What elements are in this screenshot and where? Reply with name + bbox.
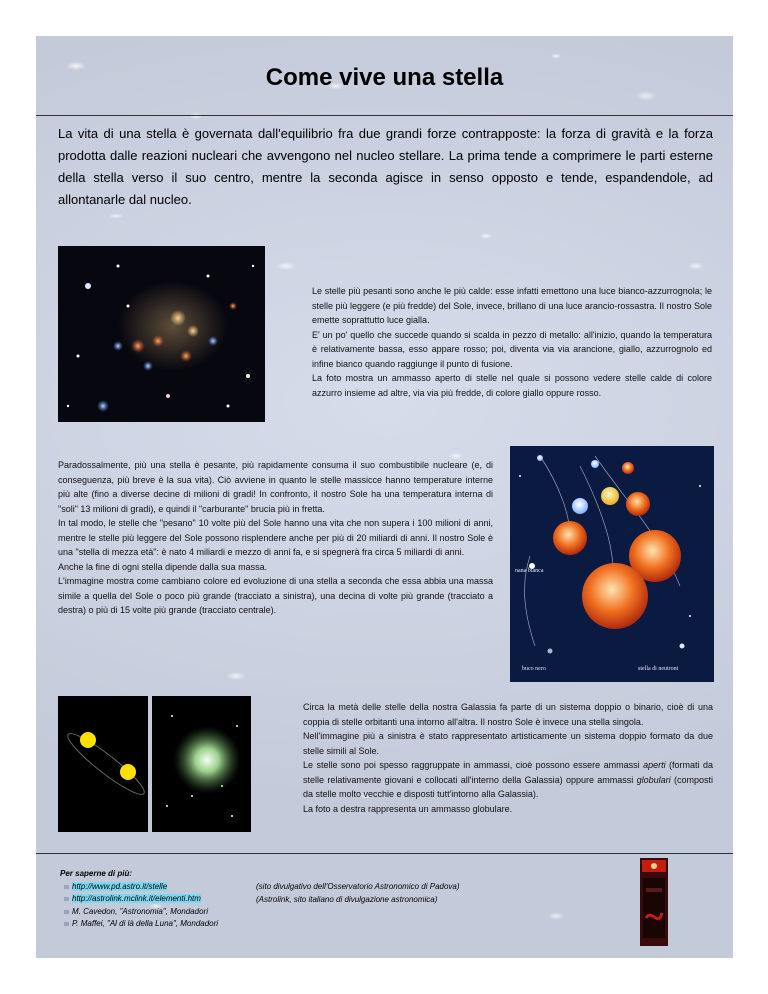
section-stellar-lifetime xyxy=(58,458,493,618)
link-pd-astro[interactable]: http://www.pd.astro.it/stelle xyxy=(60,881,218,894)
evolution-illustration xyxy=(510,446,714,682)
text-run: Le stelle sono poi spesso raggruppate in ammassi, cioè possono essere ammassi xyxy=(303,760,644,770)
paragraph: Paradossalmente, più una stella è pesante, più rapidamente consuma il suo combustibile nucleare (e, di conseguenza, più breve è la sua vita). Ciò avviene in quanto le stelle massicce hanno temperature interne più alte (fino a diverse decine di milioni di gradi! In confronto, il nostro Sole ha una temperatura interna di "soli" 13 milioni di gradi), e quindi il "carburante" brucia più in fretta. xyxy=(58,460,493,514)
globular-cluster-photo xyxy=(152,696,251,832)
open-cluster-image xyxy=(58,246,265,422)
book-cover-image xyxy=(640,858,668,946)
reference-cavedon: M. Cavedon, "Astronomia", Mondadori xyxy=(60,906,218,919)
link-notes xyxy=(256,881,460,906)
section-stars-color xyxy=(312,284,712,400)
paragraph: Circa la metà delle stelle della nostra Galassia fa parte di un sistema doppio o binario, cioè di una coppia di stelle orbitanti una intorno all'altra. Il nostro Sole è invece una stella singola. xyxy=(303,702,713,727)
paragraph: E' un po' quello che succede quando si scalda in pezzo di metallo: all'inizio, quando la temperatura è relativamente bassa, esso appare rosso; poi, diventa via via arancione, giallo, azzurrognolo ed infine bianco quando raggiunge il punto di fusione. xyxy=(312,329,712,369)
text-run: (formati da stelle relativamente giovani e collocati all'interno della Galassia) oppure ammassi xyxy=(303,760,714,785)
label-neutron-star: stella di neutroni xyxy=(638,666,679,672)
paragraph: In tal modo, le stelle che "pesano" 10 volte più del Sole hanno una vita che non supera i 100 milioni di anni, mentre le stelle più leggere del Sole possono risplendere anche per più di 20 miliardi di anni. Il nostro Sole è una "stella di mezza età": è nato 4 miliardi e mezzo di anni fa, e si spegnerà fra circa 5 miliardi di anni. xyxy=(58,518,493,557)
further-reading-heading: Per saperne di più: xyxy=(60,869,133,878)
footer-divider xyxy=(36,853,733,854)
text-run: (composti da stelle molto vecchie e disposti tutt'intorno alla Galassia). xyxy=(303,774,713,799)
binary-illustration xyxy=(58,696,148,832)
paragraph xyxy=(303,758,713,802)
term-globulari: globulari xyxy=(636,774,671,785)
page-title: Come vive una stella xyxy=(265,64,504,91)
title-divider xyxy=(36,115,733,116)
reference-maffei: P. Maffei, "Al di là della Luna", Mondadori xyxy=(60,918,218,931)
note-astrolink: (Astrolink, sito italiano di divulgazione astronomica) xyxy=(256,894,438,904)
paragraph: L'immagine mostra come cambiano colore ed evoluzione di una stella a seconda che essa abbia una massa simile a quella del Sole o poco più grande (tracciato a sinistra), una decina di volte più grande (tracciato a destra) o più di 15 volte più grande (tracciato centrale). xyxy=(58,576,493,615)
term-aperti: aperti xyxy=(643,760,666,770)
paragraph: Le stelle più pesanti sono anche le più calde: esse infatti emettono una luce bianco-azzurrognola; le stelle più leggere (e più fredde) del Sole, invece, brillano di una luce arancio-rossastra. Il nostro Sole emette soprattutto luce gialla. xyxy=(312,286,712,325)
further-reading xyxy=(60,868,218,931)
intro-paragraph: La vita di una stella è governata dall'equilibrio fra due grandi forze contrapposte: la forza di gravità e la forza prodotta dalle reazioni nucleari che avvengono nel nucleo stellare. La prima tende a comprimere le parti esterne della stella verso il suo centro, mentre la seconda agisce in senso opposto e tende, espandendole, ad allontanarle dal nucleo. xyxy=(58,126,713,207)
label-white-dwarf: nana bianca xyxy=(515,568,544,574)
poster xyxy=(36,36,733,958)
stellar-evolution-diagram xyxy=(510,446,714,682)
paragraph: La foto mostra un ammasso aperto di stelle nel quale si possono vedere stelle calde di colore azzurro insieme ad altre, via via più fredde, di colore giallo oppure rosso. xyxy=(312,373,712,398)
section-binary-clusters xyxy=(303,700,713,816)
link-astrolink[interactable]: http://astrolink.mclink.it/elementi.htm xyxy=(60,893,218,906)
paragraph: La foto a destra rappresenta un ammasso globulare. xyxy=(303,803,513,814)
paragraph: Nell'immagine più a sinistra è stato rappresentato artisticamente un sistema doppio formato da due stelle simili al Sole. xyxy=(303,731,713,756)
note-pd-astro: (sito divulgativo dell'Osservatorio Astronomico di Padova) xyxy=(256,882,460,891)
open-cluster-photo xyxy=(58,246,265,422)
binary-system-image xyxy=(58,696,148,832)
book-cover-art xyxy=(640,858,668,946)
paragraph: Anche la fine di ogni stella dipende dalla sua massa. xyxy=(58,561,268,572)
label-black-hole: buco nero xyxy=(522,666,546,672)
globular-cluster-image xyxy=(152,696,251,832)
